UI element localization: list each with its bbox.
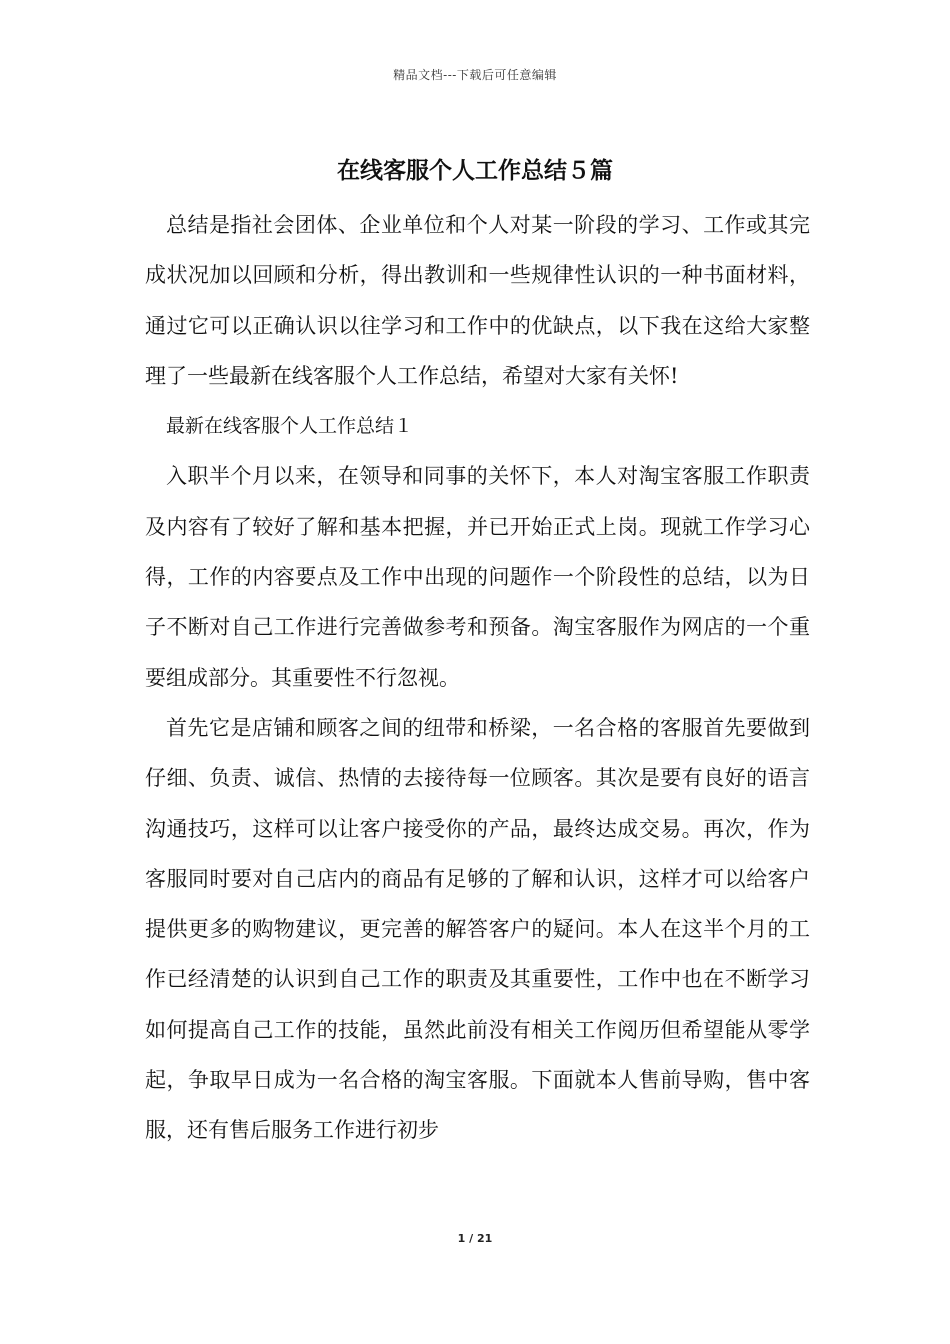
body-paragraph-1: 入职半个月以来，在领导和同事的关怀下，本人对淘宝客服工作职责及内容有了较好了解和基本把握，并已开始正式上岗。现就工作学习心得，工作的内容要点及工作中出现的问题作一个阶段性的总结，以为日子不断对自己工作进行完善做参考和预备。淘宝客服作为网店的一个重要组成部分。其重要性不行忽视。 [145, 464, 810, 690]
body-paragraph-2: 首先它是店铺和顾客之间的纽带和桥梁，一名合格的客服首先要做到仔细、负责、诚信、热情的去接待每一位顾客。其次是要有良好的语言沟通技巧，这样可以让客户接受你的产品，最终达成交易。再次，作为客服同时要对自己店内的商品有足够的了解和认识，这样才可以给客户提供更多的购物建议，更完善的解答客户的疑问。本人在这半个月的工作已经清楚的认识到自己工作的职责及其重要性，工作中也在不断学习如何提高自己工作的技能，虽然此前没有相关工作阅历但希望能从零学起，争取早日成为一名合格的淘宝客服。下面就本人售前导购，售中客服，还有售后服务工作进行初步 [145, 715, 810, 1143]
header-note: 精品文档---下载后可任意编辑 [393, 68, 557, 82]
document-title: 在线客服个人工作总结５篇 [337, 158, 613, 184]
section-heading: 最新在线客服个人工作总结１ [166, 415, 414, 438]
page-number: 1 / 21 [457, 1232, 493, 1245]
intro-paragraph: 总结是指社会团体、企业单位和个人对某一阶段的学习、工作或其完成状况加以回顾和分析，得出教训和一些规律性认识的一种书面材料，通过它可以正确认识以往学习和工作中的优缺点，以下我在这给大家整理了一些最新在线客服个人工作总结，希望对大家有关怀! [145, 213, 810, 388]
document-body [145, 200, 810, 1156]
